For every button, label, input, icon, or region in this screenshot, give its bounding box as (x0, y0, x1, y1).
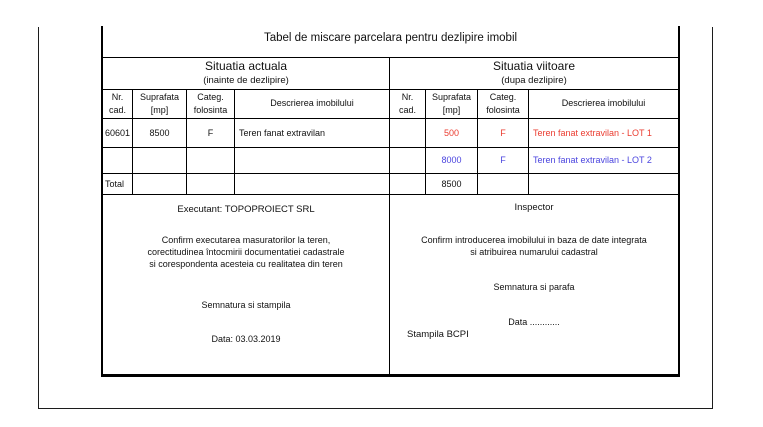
column-header-line: Descrierea imobilului (270, 98, 354, 108)
column-header-line: folosinta (193, 104, 228, 115)
cell-current-row2-categ (187, 147, 234, 173)
section-subtitle-future: (dupa dezlipire) (501, 75, 567, 86)
cell-future-row1-categ: F (500, 127, 506, 138)
column-header-line: Nr. (111, 91, 124, 102)
column-header-nr-cad-future (390, 89, 425, 118)
cell-current-row1-descriere: Teren fanat extravilan (239, 127, 326, 138)
column-header-descriere-future (529, 89, 678, 118)
cell-future-row2-categ: F (500, 155, 506, 165)
column-header-line: Suprafata (431, 91, 472, 102)
column-header-line: [mp] (442, 104, 461, 115)
table-gridline (101, 194, 680, 195)
cell-future-row1-suprafata: 500 (443, 127, 460, 138)
cell-future-row1-nr-cad (390, 118, 425, 147)
column-header-line: Nr. (401, 91, 414, 102)
executant-statement-line: si corespondenta acesteia cu realitatea din teren (149, 259, 343, 269)
inspector-statement-line: Confirm introducerea imobilului in baza de date integrata (421, 235, 647, 245)
section-header-future (390, 58, 678, 87)
table-gridline (101, 173, 680, 174)
total-future-suprafata: 8500 (441, 178, 462, 189)
executant-date: Data: 03.03.2019 (211, 334, 281, 344)
table-gridline (101, 374, 680, 377)
column-header-line: Categ. (489, 91, 517, 102)
column-header-suprafata-future (426, 89, 477, 118)
inspector-statement-line: si atribuirea numarului cadastral (470, 247, 598, 257)
column-header-nr-cad-current (103, 89, 132, 118)
executant-statement-line: Confirm executarea masuratorilor la teren, (161, 235, 331, 245)
inspector-signature-label: Semnatura si parafa (493, 282, 575, 292)
column-header-line: Categ. (197, 91, 224, 102)
cell-future-row2-nr-cad (390, 147, 425, 173)
table-title: Tabel de miscare parcelara pentru dezlipire imobil (263, 32, 518, 44)
column-header-line: Descrierea imobilului (561, 98, 646, 108)
column-header-line: cad. (108, 104, 126, 115)
executant-statement (103, 234, 389, 270)
column-header-line: Suprafata (139, 91, 180, 102)
inspector-statement (390, 234, 678, 258)
executant-signature-label: Semnatura si stampila (201, 300, 291, 310)
cell-current-row1-nr-cad: 60601 (104, 127, 131, 138)
section-header-current (103, 58, 389, 87)
total-row-label: Total (105, 178, 125, 189)
inspector-title: Inspector (514, 202, 554, 213)
cell-future-row2-suprafata: 8000 (441, 155, 462, 165)
executant-statement-line: corectitudinea întocmirii documentatiei cadastrale (147, 247, 345, 257)
table-gridline (678, 26, 680, 377)
cell-current-row1-suprafata: 8500 (149, 127, 170, 138)
cell-current-row2-descriere (235, 147, 389, 173)
total-current-suprafata (133, 173, 186, 194)
section-title-future: Situatia viitoare (492, 59, 576, 73)
parcel-movement-table (101, 26, 680, 377)
column-header-categ-future (478, 89, 528, 118)
column-header-line: [mp] (150, 104, 169, 115)
section-title-current: Situatia actuala (204, 59, 288, 73)
column-header-line: folosinta (486, 104, 520, 115)
section-subtitle-current: (inainte de dezlipire) (203, 75, 289, 86)
column-header-line: cad. (398, 104, 416, 115)
cell-future-row1-descriere: Teren fanat extravilan - LOT 1 (533, 127, 652, 138)
column-header-suprafata-current (133, 89, 186, 118)
cell-future-row2-descriere: Teren fanat extravilan - LOT 2 (533, 155, 652, 165)
cell-current-row2-nr-cad (103, 147, 132, 173)
inspector-date: Data ............ (508, 317, 560, 327)
cell-current-row1-categ: F (207, 127, 214, 138)
column-header-descriere-current (235, 89, 389, 118)
executant-title: Executant: TOPOPROIECT SRL (177, 204, 315, 215)
inspector-stamp-label: Stampila BCPI (407, 329, 469, 340)
cell-current-row2-suprafata (133, 147, 186, 173)
column-header-categ-current (187, 89, 234, 118)
